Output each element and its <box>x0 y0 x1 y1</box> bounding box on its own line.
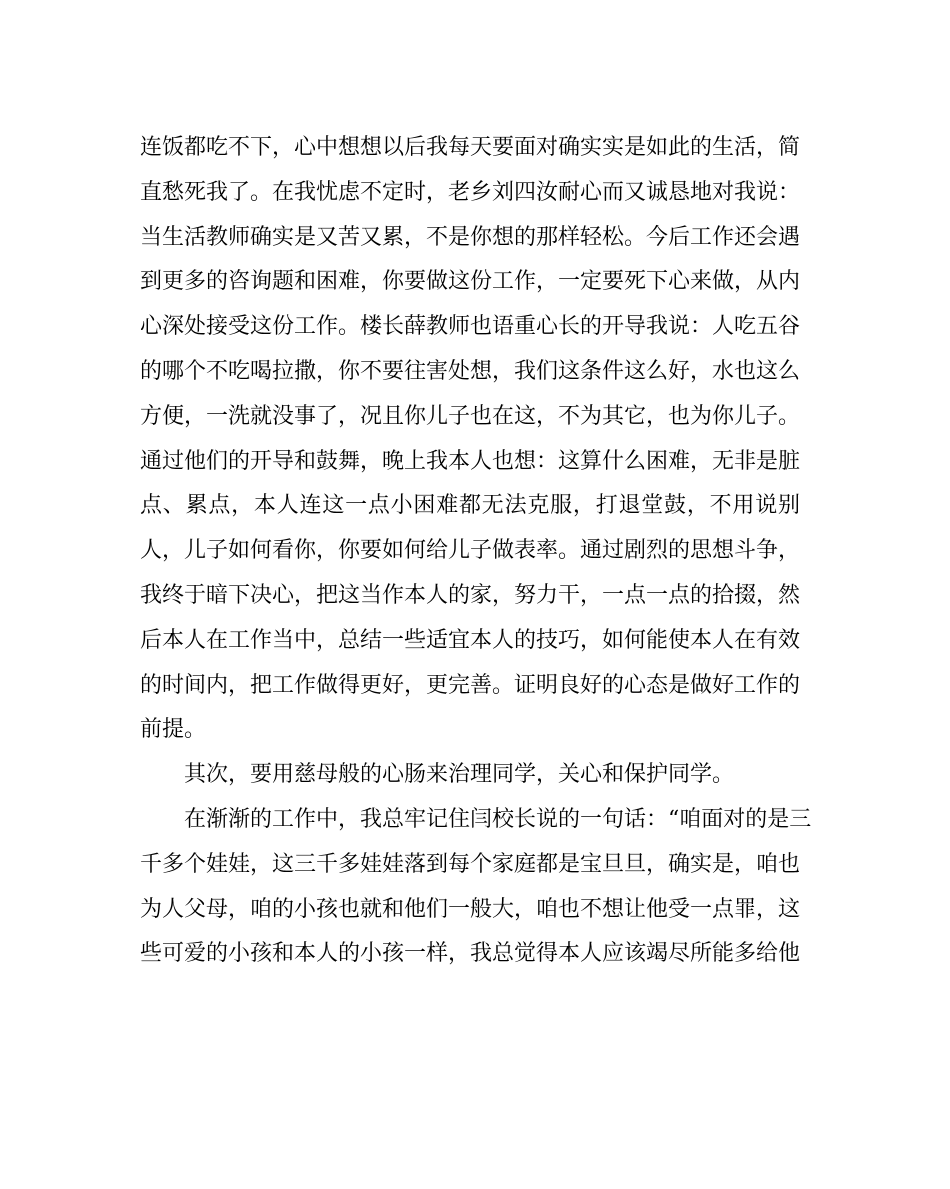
paragraph-first-line: 在渐渐的工作中，我总牢记住闫校长说的一句话：“咱面对的是三 <box>184 806 812 832</box>
paragraph-first-line: 其次，要用慈母般的心肠来治理同学，关心和保护同学。 <box>184 762 735 788</box>
document-body <box>140 126 812 977</box>
text-line: 前提。 <box>140 717 207 743</box>
text-line: 的时间内，把工作做得更好，更完善。证明良好的心态是做好工作的 <box>140 672 801 698</box>
text-line: 方便，一洗就没事了，况且你儿子也在这，不为其它，也为你儿子。 <box>140 403 801 429</box>
text-line: 千多个娃娃，这三千多娃娃落到每个家庭都是宝旦旦，确实是，咱也 <box>140 851 801 877</box>
text-line: 连饭都吃不下，心中想想以后我每天要面对确实实是如此的生活，简 <box>140 135 801 160</box>
text-line: 心深处接受这份工作。楼长薛教师也语重心长的开导我说：人吃五谷 <box>140 314 801 340</box>
text-line: 我终于暗下决心，把这当作本人的家，努力干，一点一点的拾掇，然 <box>140 582 801 608</box>
text-line: 为人父母，咱的小孩也就和他们一般大，咱也不想让他受一点罪，这 <box>140 896 801 922</box>
text-line: 通过他们的开导和鼓舞，晚上我本人也想：这算什么困难，无非是脏 <box>140 448 801 474</box>
text-line: 点、累点，本人连这一点小困难都无法克服，打退堂鼓，不用说别 <box>140 493 800 519</box>
text-line: 后本人在工作当中，总结一些适宜本人的技巧，如何能使本人在有效 <box>140 627 801 653</box>
text-line: 些可爱的小孩和本人的小孩一样，我总觉得本人应该竭尽所能多给他 <box>140 941 801 967</box>
text-line: 的哪个不吃喝拉撒，你不要往害处想，我们这条件这么好，水也这么 <box>140 358 801 384</box>
text-line: 直愁死我了。在我忧虑不定时，老乡刘四汝耐心而又诚恳地对我说： <box>140 179 801 205</box>
text-line: 到更多的咨询题和困难，你要做这份工作，一定要死下心来做，从内 <box>140 269 801 295</box>
text-line: 当生活教师确实是又苦又累，不是你想的那样轻松。今后工作还会遇 <box>140 224 801 250</box>
text-line: 人，儿子如何看你，你要如何给儿子做表率。通过剧烈的思想斗争， <box>140 538 801 564</box>
